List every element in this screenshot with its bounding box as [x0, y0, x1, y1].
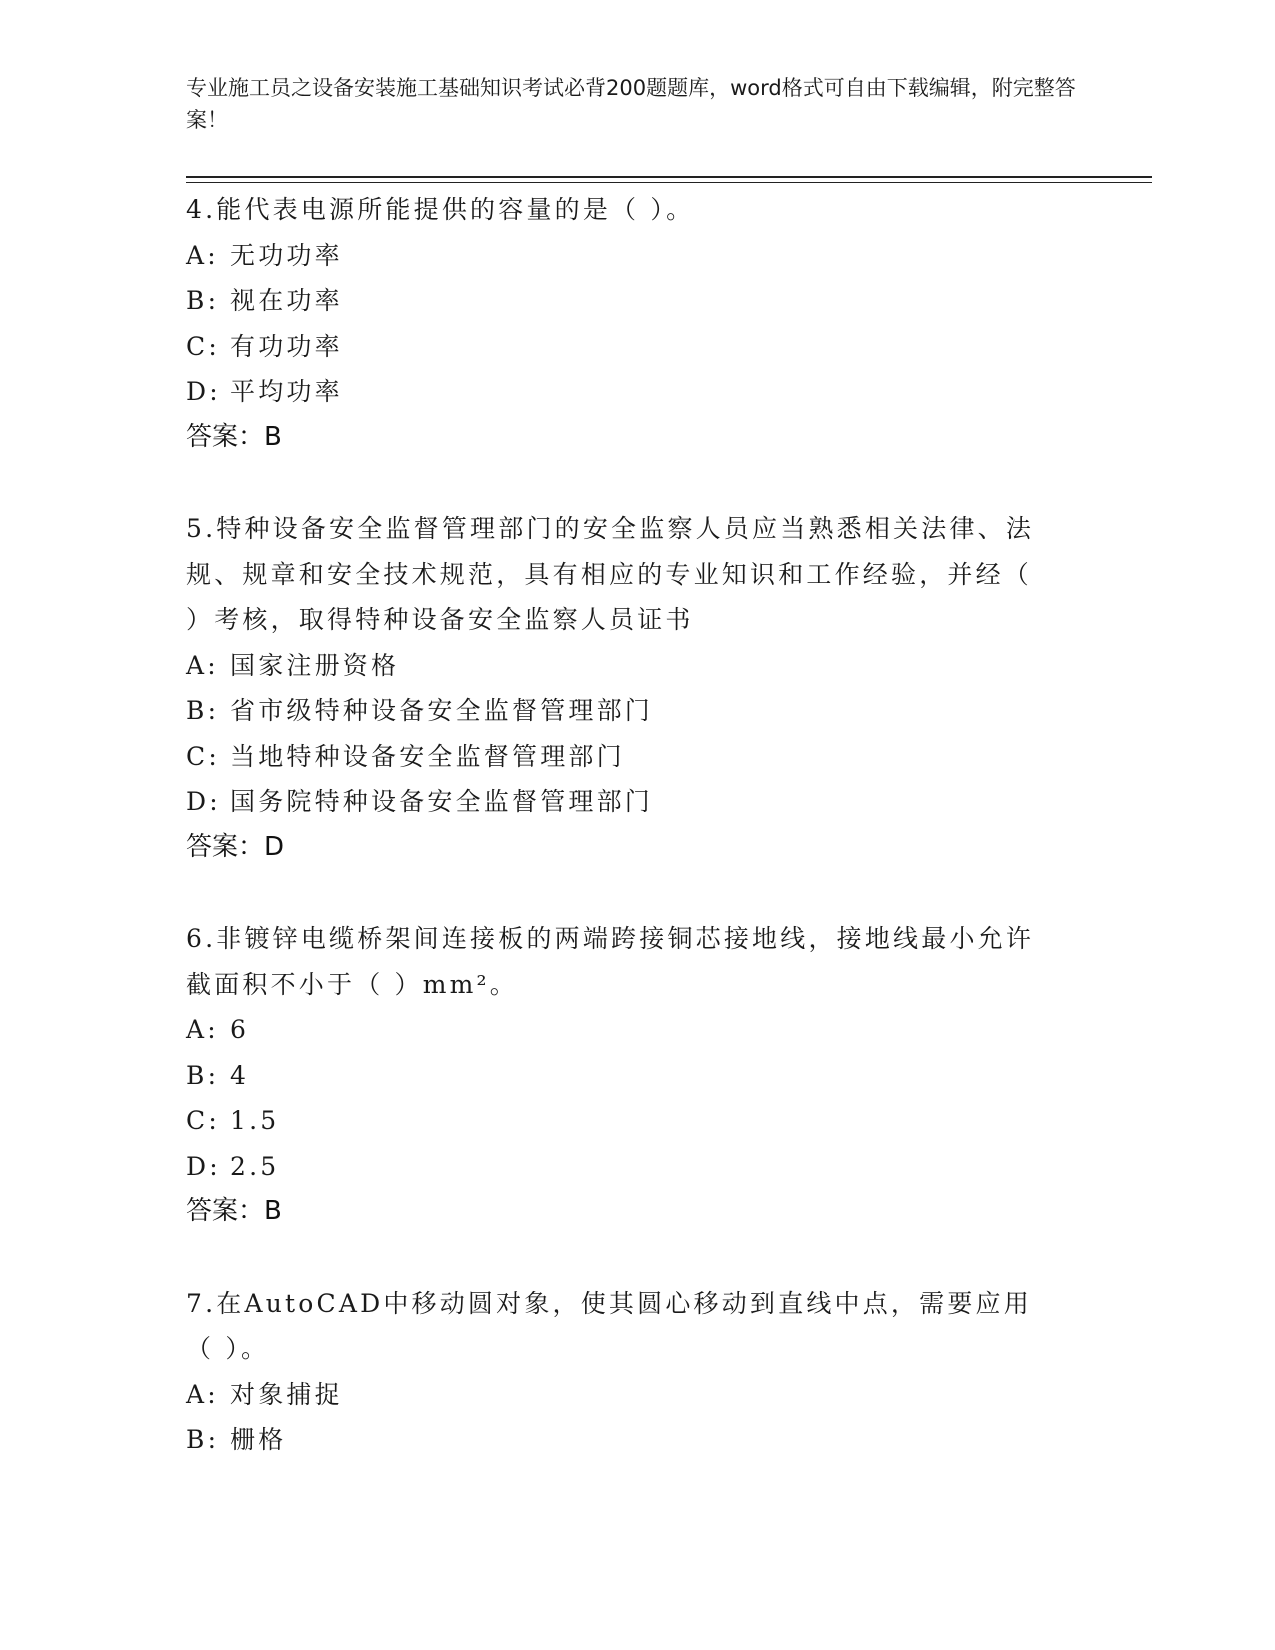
option-text: 国务院特种设备安全监督管理部门 [230, 787, 654, 816]
question-stem: 7.在AutoCAD中移动圆对象，使其圆心移动到直线中点，需要应用（ ）。 [186, 1288, 1032, 1363]
option-letter: B: [186, 1060, 220, 1090]
option-text: 对象捕捉 [230, 1379, 343, 1409]
option-text: 4 [230, 1060, 250, 1090]
option-letter: D: [186, 787, 221, 816]
option-b [186, 688, 1056, 734]
option-b [186, 1417, 1056, 1463]
option-letter: B: [186, 1425, 220, 1454]
option-letter: D: [186, 1151, 221, 1181]
header-rule-thin [186, 182, 1152, 183]
option-b [186, 1053, 1056, 1099]
option-d [186, 369, 1056, 415]
answer-line: 答案：B [186, 1196, 282, 1226]
option-letter: B: [186, 286, 220, 315]
option-text: 2.5 [230, 1151, 280, 1181]
question-stem: 6.非镀锌电缆桥架间连接板的两端跨接铜芯接地线，接地线最小允许截面积不小于（ ）mm²。 [186, 924, 1035, 999]
option-c [186, 734, 1056, 780]
option-a [186, 1372, 1056, 1418]
option-d [186, 779, 1056, 825]
question-stem: 4.能代表电源所能提供的容量的是（ ）。 [186, 195, 695, 224]
option-letter: A: [186, 1379, 219, 1409]
option-d [186, 1144, 1056, 1190]
question-7 [186, 1281, 1056, 1463]
document-header: 专业施工员之设备安装施工基础知识考试必背200题题库，word格式可自由下载编辑，附完整答案！ [186, 76, 1076, 132]
question-5 [186, 506, 1056, 870]
option-letter: D: [186, 377, 221, 406]
option-text: 栅格 [230, 1425, 287, 1454]
option-text: 有功功率 [230, 331, 343, 361]
option-c [186, 1098, 1056, 1144]
option-text: 国家注册资格 [230, 650, 400, 680]
option-text: 6 [230, 1015, 250, 1044]
option-letter: C: [186, 1106, 220, 1135]
option-letter: A: [186, 240, 219, 270]
answer-line: 答案：D [186, 831, 285, 862]
option-letter: A: [186, 650, 219, 680]
question-4 [186, 187, 1056, 460]
option-b [186, 278, 1056, 324]
option-letter: A: [186, 1015, 219, 1044]
option-a [186, 643, 1056, 689]
option-text: 1.5 [230, 1106, 280, 1135]
option-letter: B: [186, 696, 220, 725]
option-text: 平均功率 [230, 377, 343, 406]
option-c [186, 324, 1056, 370]
option-text: 无功功率 [230, 240, 343, 270]
option-letter: C: [186, 741, 220, 771]
question-list [186, 187, 1056, 1463]
question-6 [186, 916, 1056, 1235]
option-text: 省市级特种设备安全监督管理部门 [230, 696, 654, 725]
option-a [186, 1007, 1056, 1053]
option-text: 视在功率 [230, 286, 343, 315]
question-stem: 5.特种设备安全监督管理部门的安全监察人员应当熟悉相关法律、法规、规章和安全技术规范，具有相应的专业知识和工作经验，并经（ ）考核，取得特种设备安全监察人员证书 [186, 514, 1035, 634]
header-rule-thick [186, 176, 1152, 178]
answer-line: 答案：B [186, 421, 282, 452]
option-letter: C: [186, 331, 220, 361]
option-a [186, 233, 1056, 279]
option-text: 当地特种设备安全监督管理部门 [230, 741, 625, 771]
